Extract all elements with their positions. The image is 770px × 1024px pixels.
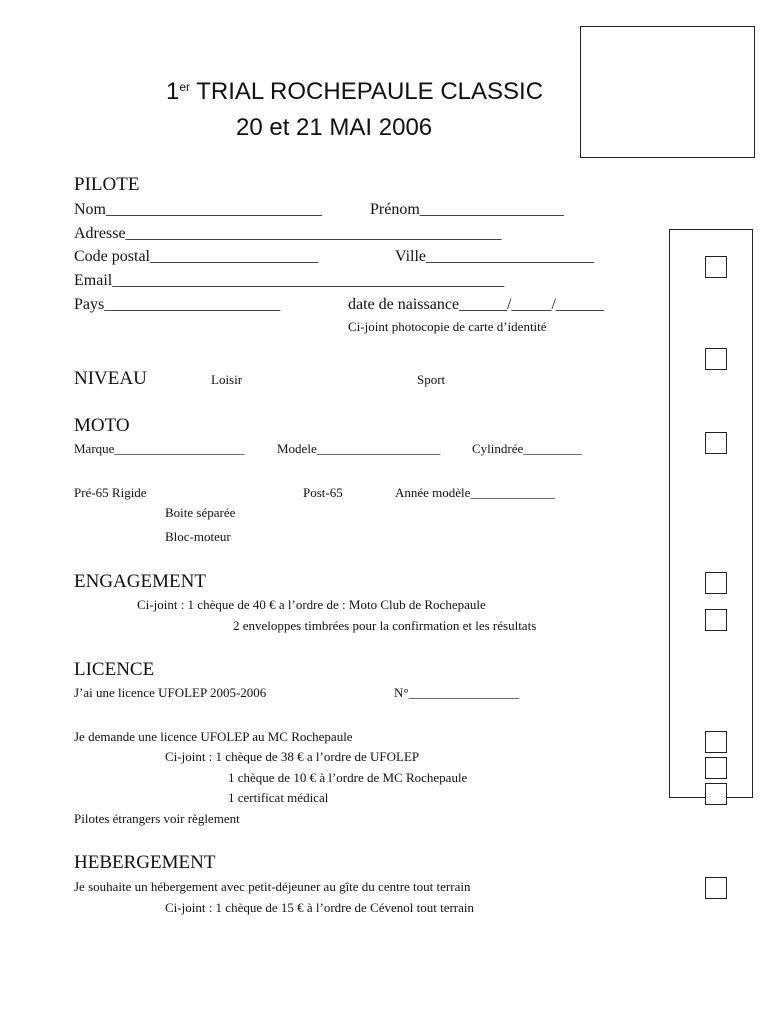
annee-modele-field[interactable]: Année modèle_____________ <box>395 485 555 500</box>
option-pre65-rigide[interactable]: Pré-65 Rigide <box>74 485 147 500</box>
checkbox-engagement-cheque[interactable] <box>705 572 727 594</box>
foreign-pilots-note: Pilotes étrangers voir règlement <box>74 811 240 826</box>
checkbox-engagement-envelopes[interactable] <box>705 609 727 631</box>
office-use-column <box>669 229 753 798</box>
section-heading-pilote: PILOTE <box>74 174 140 195</box>
engagement-cheque-line: Ci-joint : 1 chèque de 40 € a l’ordre de : Moto Club de Rochepaule <box>137 597 486 612</box>
marque-field[interactable]: Marque____________________ <box>74 441 245 456</box>
section-heading-licence: LICENCE <box>74 659 155 680</box>
checkbox-hebergement[interactable] <box>705 877 727 899</box>
hebergement-cheque-line: Ci-joint : 1 chèque de 15 € à l’ordre de Cévenol tout terrain <box>165 900 475 915</box>
licence-request-text: Je demande une licence UFOLEP au MC Rochepaule <box>74 729 353 744</box>
licence-cheque-mc: 1 chèque de 10 € à l’ordre de MC Rochepaule <box>228 770 468 785</box>
modele-field[interactable]: Modele___________________ <box>277 441 441 456</box>
section-heading-engagement: ENGAGEMENT <box>74 571 206 592</box>
engagement-envelopes-line: 2 enveloppes timbrées pour la confirmation et les résultats <box>233 618 537 633</box>
checkbox-pilote[interactable] <box>705 256 727 278</box>
checkbox-id-copy[interactable] <box>705 348 727 370</box>
date-naissance-field[interactable]: date de naissance______/_____/______ <box>348 296 604 313</box>
code-postal-field[interactable]: Code postal_____________________ <box>74 248 318 265</box>
licence-have-text: J’ai une licence UFOLEP 2005-2006 <box>74 685 267 700</box>
section-heading-hebergement: HEBERGEMENT <box>74 852 216 873</box>
licence-cheque-ufolep: Ci-joint : 1 chèque de 38 € a l’ordre de UFOLEP <box>165 749 420 764</box>
cylindree-field[interactable]: Cylindrée_________ <box>472 441 582 456</box>
option-boite-separee[interactable]: Boite séparée <box>165 505 236 520</box>
checkbox-moto[interactable] <box>705 432 727 454</box>
niveau-loisir[interactable]: Loisir <box>211 372 243 387</box>
page-title: 1er TRIAL ROCHEPAULE CLASSIC <box>166 78 544 105</box>
section-heading-moto: MOTO <box>74 415 130 436</box>
option-post65[interactable]: Post-65 <box>303 485 343 500</box>
checkbox-licence-ufolep[interactable] <box>705 731 727 753</box>
event-date: 20 et 21 MAI 2006 <box>236 114 433 141</box>
option-bloc-moteur[interactable]: Bloc-moteur <box>165 529 231 544</box>
id-copy-note: Ci-joint photocopie de carte d’identité <box>348 319 547 334</box>
ville-field[interactable]: Ville_____________________ <box>395 248 595 265</box>
hebergement-request-text: Je souhaite un hébergement avec petit-déjeuner au gîte du centre tout terrain <box>74 879 471 894</box>
email-field[interactable]: Email_________________________________________________ <box>74 272 505 289</box>
checkbox-licence-certificat[interactable] <box>705 783 727 805</box>
checkbox-licence-mc[interactable] <box>705 757 727 779</box>
photo-box <box>580 26 755 158</box>
niveau-sport[interactable]: Sport <box>417 372 446 387</box>
licence-number-field[interactable]: N°_________________ <box>394 685 520 700</box>
section-heading-niveau: NIVEAU <box>74 368 147 389</box>
pays-field[interactable]: Pays______________________ <box>74 296 281 313</box>
licence-certificat: 1 certificat médical <box>228 790 329 805</box>
nom-field[interactable]: Nom___________________________ <box>74 201 322 218</box>
adresse-field[interactable]: Adresse_______________________________________________ <box>74 225 502 242</box>
prenom-field[interactable]: Prénom__________________ <box>370 201 564 218</box>
